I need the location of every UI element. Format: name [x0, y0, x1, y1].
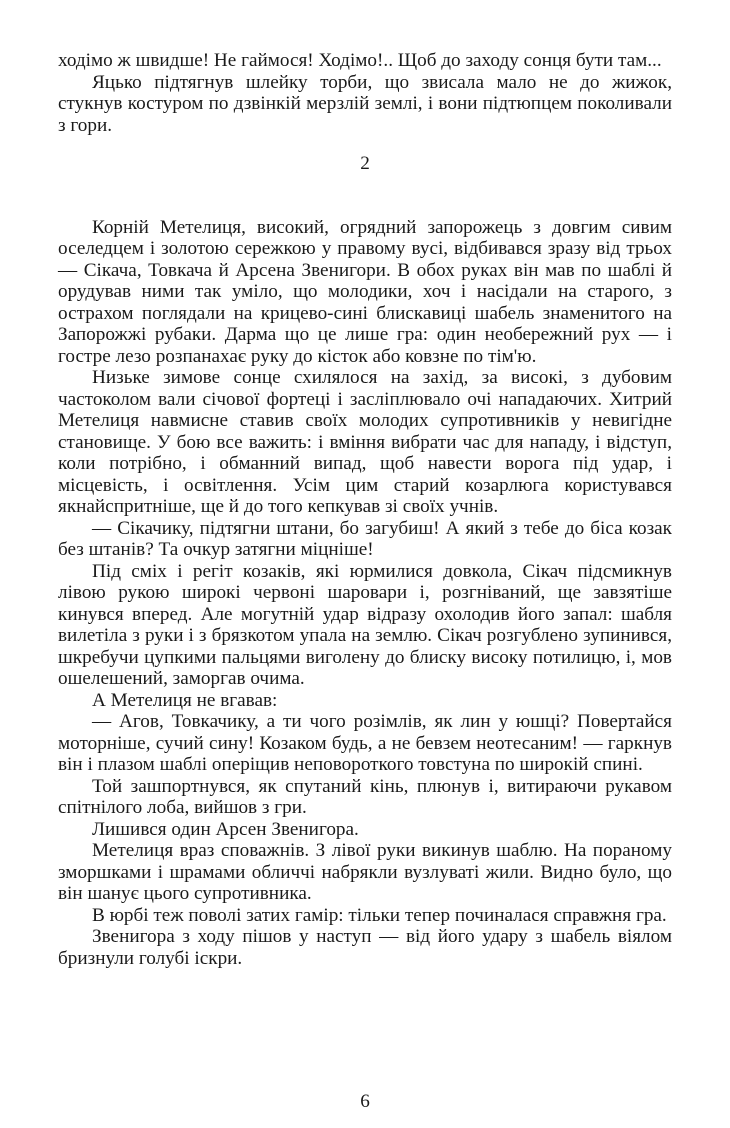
paragraph: Той зашпортнувся, як спутаний кінь, плюнув і, витираючи рукавом спітнілого лоба, вийшов з гри.	[58, 775, 672, 818]
paragraph: — Агов, Товкачику, а ти чого розімлів, як лин у юшці? Повертайся моторніше, сучий сину! Козаком будь, а не бевзем неотесаним! — гаркнув він і плазом шаблі оперіщив неповороткого товстуна по широкій спині.	[58, 711, 672, 775]
book-page	[58, 50, 672, 969]
paragraph: Лишився один Арсен Звенигора.	[92, 818, 359, 840]
paragraph: Яцько підтягнув шлейку торби, що звисала мало не до жижок, стукнув костуром по дзвінкій мерзлій землі, і вони підтюпцем поколивали з гори.	[58, 71, 672, 136]
paragraph-continued: ходімо ж швидше! Не гаймося! Ходімо!.. Щоб до заходу сонця бути там...	[58, 50, 662, 71]
paragraph: В юрбі теж поволі затих гамір: тільки тепер починалася справжня гра.	[92, 904, 667, 926]
paragraph: Метелиця враз споважнів. З лівої руки викинув шаблю. На пораному зморшками і шрамами обличчі набрякли вузлуваті жили. Видно було, що він шанує цього супротивника.	[58, 840, 672, 904]
paragraph: Корній Метелиця, високий, огрядний запорожець з довгим сивим оселедцем і золотою сережкою у правому вусі, відбивався зразу від трьох — Сікача, Товкача й Арсена Звенигори. В обох руках він мав по шаблі й орудував ними так уміло, що молодики, хоч і насідали на старого, з острахом поглядали на крицево-сині блискавиці шабель знаменитого на Запорожжі рубаки. Дарма що це лише гра: один необережний рух — і гостре лезо розпанахає руку до кісток або ковзне по тім'ю.	[58, 216, 672, 367]
chapter-number: 2	[360, 153, 370, 174]
paragraph: Низьке зимове сонце схилялося на захід, за високі, з дубовим частоколом вали січової фортеці і засліплювало очі нападаючих. Хитрий Метелиця навмисне ставив своїх молодих супротивників у невигідне становище. У бою все важить: і вміння вибрати час для нападу, і відступ, коли потрібно, і обманний випад, щоб навести ворога під удар, і місцевість, і освітлення. Усім цим старий козарлюга користувався якнайспритніше, ще й до того кепкував зі своїх учнів.	[58, 367, 672, 517]
paragraph: А Метелиця не вгавав:	[92, 689, 278, 711]
paragraph: — Сікачику, підтягни штани, бо загубиш! А який з тебе до біса козак без штанів? Та очкур затягни міцніше!	[58, 517, 672, 560]
paragraph: Звенигора з ходу пішов у наступ — від його удару з шабель віялом бризнули голубі іскри.	[58, 926, 672, 969]
paragraph: Під сміх і регіт козаків, які юрмилися довкола, Сікач підсмикнув лівою рукою широкі червоні шаровари і, розгніваний, ще завзятіше кинувся вперед. Але могутній удар відразу охолодив його запал: шабля вилетіла з руки і з брязкотом упала на землю. Сікач розгублено зупинився, шкребучи цупкими пальцями виголену до блиску високу потилицю, і, мов ошелешений, заморгав очима.	[58, 560, 672, 689]
page-number: 6	[360, 1091, 370, 1112]
